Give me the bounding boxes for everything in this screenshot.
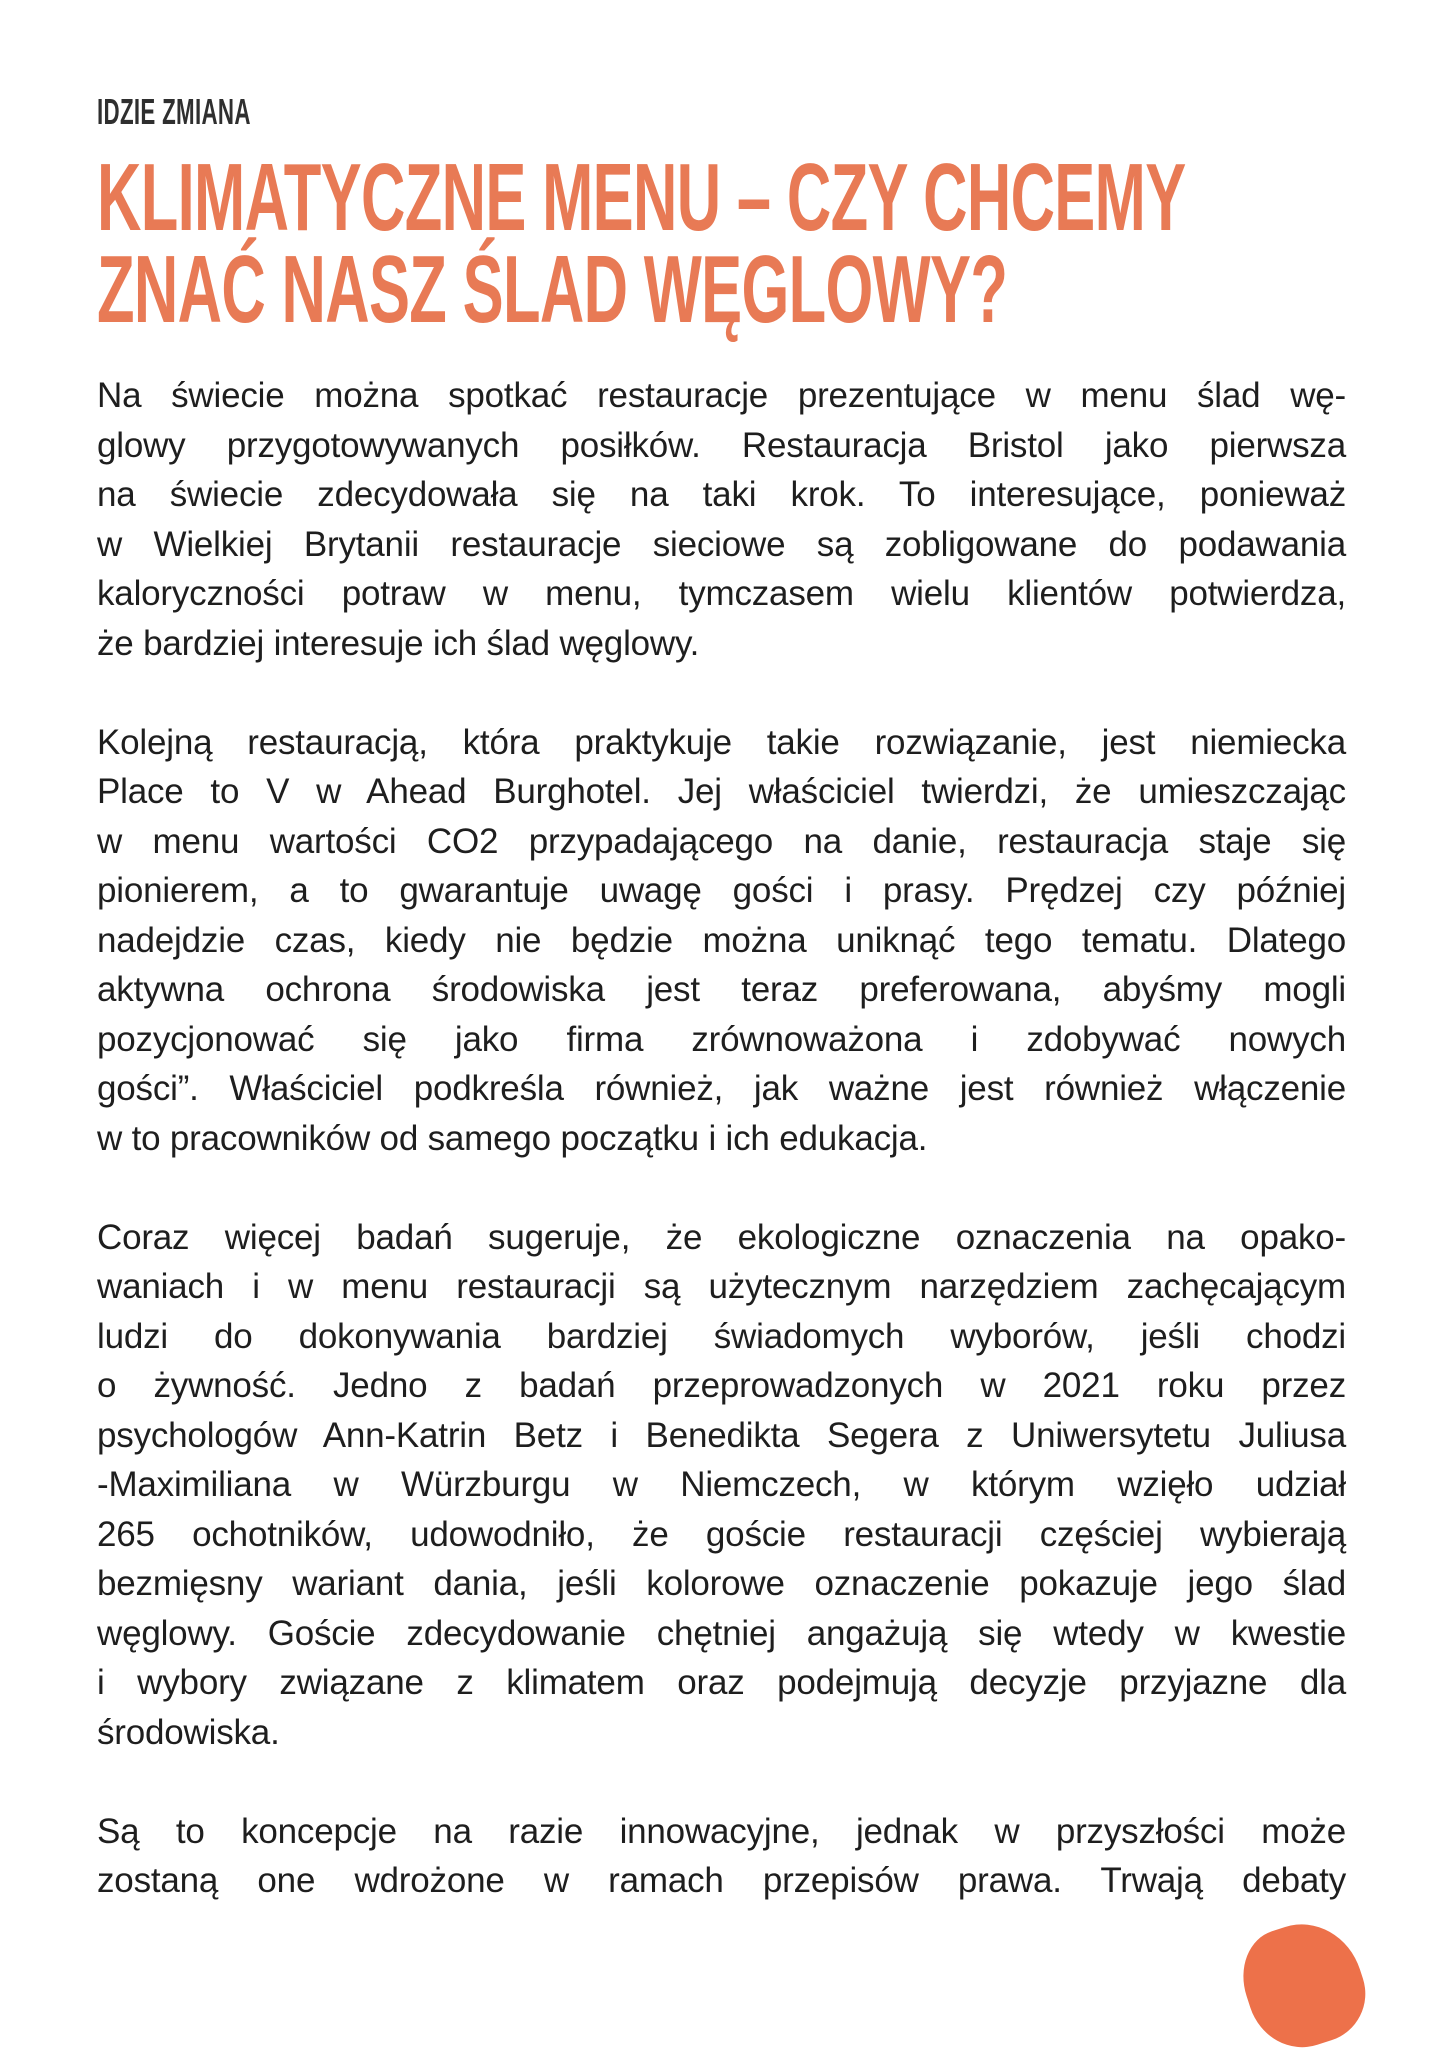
text-line: gości”. Właściciel podkreśla również, jak ważne jest również włączenie — [97, 1069, 1346, 1108]
text-line: zostaną one wdrożone w ramach przepisów prawa. Trwają debaty — [97, 1861, 1346, 1900]
text-line: Są to koncepcje na razie innowacyjne, jednak w przyszłości może — [97, 1811, 1346, 1851]
text-line: węglowy. Goście zdecydowanie chętniej angażują się wtedy w kwestie — [97, 1613, 1346, 1653]
paragraph — [97, 1807, 1346, 1906]
text-line: Coraz więcej badań sugeruje, że ekologiczne oznaczenia na opako- — [97, 1217, 1346, 1257]
text-line: środowiska. — [97, 1712, 280, 1752]
orange-blob-decoration — [1230, 1909, 1378, 2061]
page-title — [97, 144, 1346, 343]
text-line: 265 ochotników, udowodniło, że goście restauracji częściej wybierają — [97, 1514, 1346, 1554]
text-line: Place to V w Ahead Burghotel. Jej właściciel twierdzi, że umieszczając — [97, 772, 1346, 811]
text-line: w menu wartości CO2 przypadającego na danie, restauracja staje się — [97, 821, 1346, 861]
text-line: pionierem, a to gwarantuje uwagę gości i prasy. Prędzej czy później — [97, 871, 1346, 910]
page-title-line-1: KLIMATYCZNE MENU – CZY CHCEMY — [97, 144, 1186, 251]
text-line: w Wielkiej Brytanii restauracje sieciowe są zobligowane do podawania — [97, 524, 1346, 564]
text-line: kaloryczności potraw w menu, tymczasem wielu klientów potwierdza, — [97, 574, 1346, 613]
paragraph — [97, 371, 1346, 668]
text-line: że bardziej interesuje ich ślad węglowy. — [97, 623, 700, 663]
page-title-line-2: ZNAĆ NASZ ŚLAD WĘGLOWY? — [97, 236, 1008, 343]
text-line: glowy przygotowywanych posiłków. Restauracja Bristol jako pierwsza — [97, 425, 1346, 465]
text-line: o żywność. Jedno z badań przeprowadzonych w 2021 roku przez — [97, 1366, 1346, 1405]
article-body — [97, 371, 1346, 1906]
text-line: w to pracowników od samego początku i ich edukacja. — [97, 1118, 928, 1158]
text-line: aktywna ochrona środowiska jest teraz preferowana, abyśmy mogli — [97, 970, 1346, 1009]
text-line: pozycjonować się jako firma zrównoważona i zdobywać nowych — [97, 1019, 1346, 1059]
text-line: nadejdzie czas, kiedy nie będzie można uniknąć tego tematu. Dlatego — [97, 920, 1346, 960]
text-line: na świecie zdecydowała się na taki krok. To interesujące, ponieważ — [97, 475, 1346, 514]
section-eyebrow: IDZIE ZMIANA — [97, 91, 251, 132]
paragraph — [97, 718, 1346, 1164]
text-line: psychologów Ann-Katrin Betz i Benedikta Segera z Uniwersytetu Juliusa — [97, 1415, 1346, 1455]
paragraph — [97, 1213, 1346, 1758]
text-line: bezmięsny wariant dania, jeśli kolorowe oznaczenie pokazuje jego ślad — [97, 1564, 1346, 1603]
text-line: Kolejną restauracją, która praktykuje takie rozwiązanie, jest niemiecka — [97, 722, 1346, 762]
text-line: -Maximiliana w Würzburgu w Niemczech, w którym wzięło udział — [97, 1465, 1346, 1504]
text-line: i wybory związane z klimatem oraz podejmują decyzje przyjazne dla — [97, 1663, 1346, 1702]
text-line: waniach i w menu restauracji są użytecznym narzędziem zachęcającym — [97, 1267, 1346, 1306]
text-line: ludzi do dokonywania bardziej świadomych wyborów, jeśli chodzi — [97, 1316, 1346, 1356]
text-line: Na świecie można spotkać restauracje prezentujące w menu ślad wę- — [97, 376, 1346, 415]
